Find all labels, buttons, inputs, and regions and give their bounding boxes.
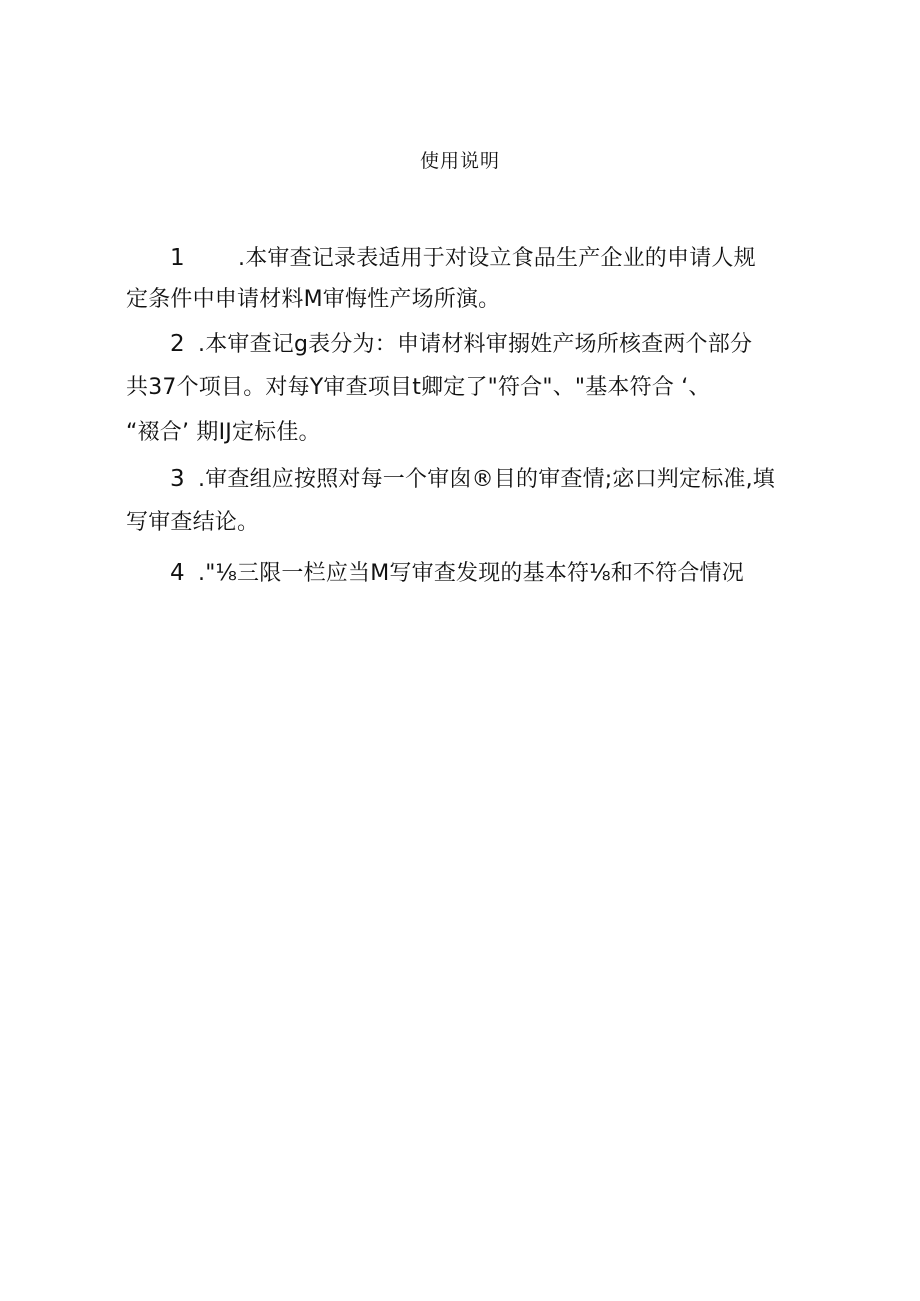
item-text: .本审查记g表分为：申请材料审搦姓产场所核查两个部分 xyxy=(198,332,753,357)
page-title: 使用说明 xyxy=(419,150,500,172)
item-text: 共37个项目。对每Y审查项目t卿定了"符合"、"基本符合 ‘、 xyxy=(126,375,711,400)
item-number: 2 xyxy=(170,331,185,357)
item-2-line-1 xyxy=(170,329,752,360)
item-3-line-1 xyxy=(170,464,775,495)
item-text: 定条件中申请材料M审悔性产场所演。 xyxy=(126,287,501,312)
item-text: “裰合’ 期IJ定标佳。 xyxy=(126,420,321,445)
item-1-line-2 xyxy=(126,285,500,315)
item-number: 3 xyxy=(170,466,185,492)
item-text: .本审查记录表适用于对设立食品生产企业的申请人规 xyxy=(238,246,756,271)
item-text: 写审查结论。 xyxy=(126,510,260,535)
item-3-line-2 xyxy=(126,508,259,538)
item-2-line-3 xyxy=(126,418,321,448)
item-text: ."⅛三限一栏应当M写审查发现的基本符⅛和不符合情况 xyxy=(198,561,744,586)
item-2-line-2 xyxy=(126,373,711,403)
item-1-line-1 xyxy=(170,243,756,274)
item-number: 4 xyxy=(170,560,185,586)
item-4-line-1 xyxy=(170,558,744,589)
item-number: 1 xyxy=(170,245,185,271)
item-text: .审查组应按照对每一个审囱®目的审查情;宓口判定标准,填 xyxy=(198,467,776,492)
